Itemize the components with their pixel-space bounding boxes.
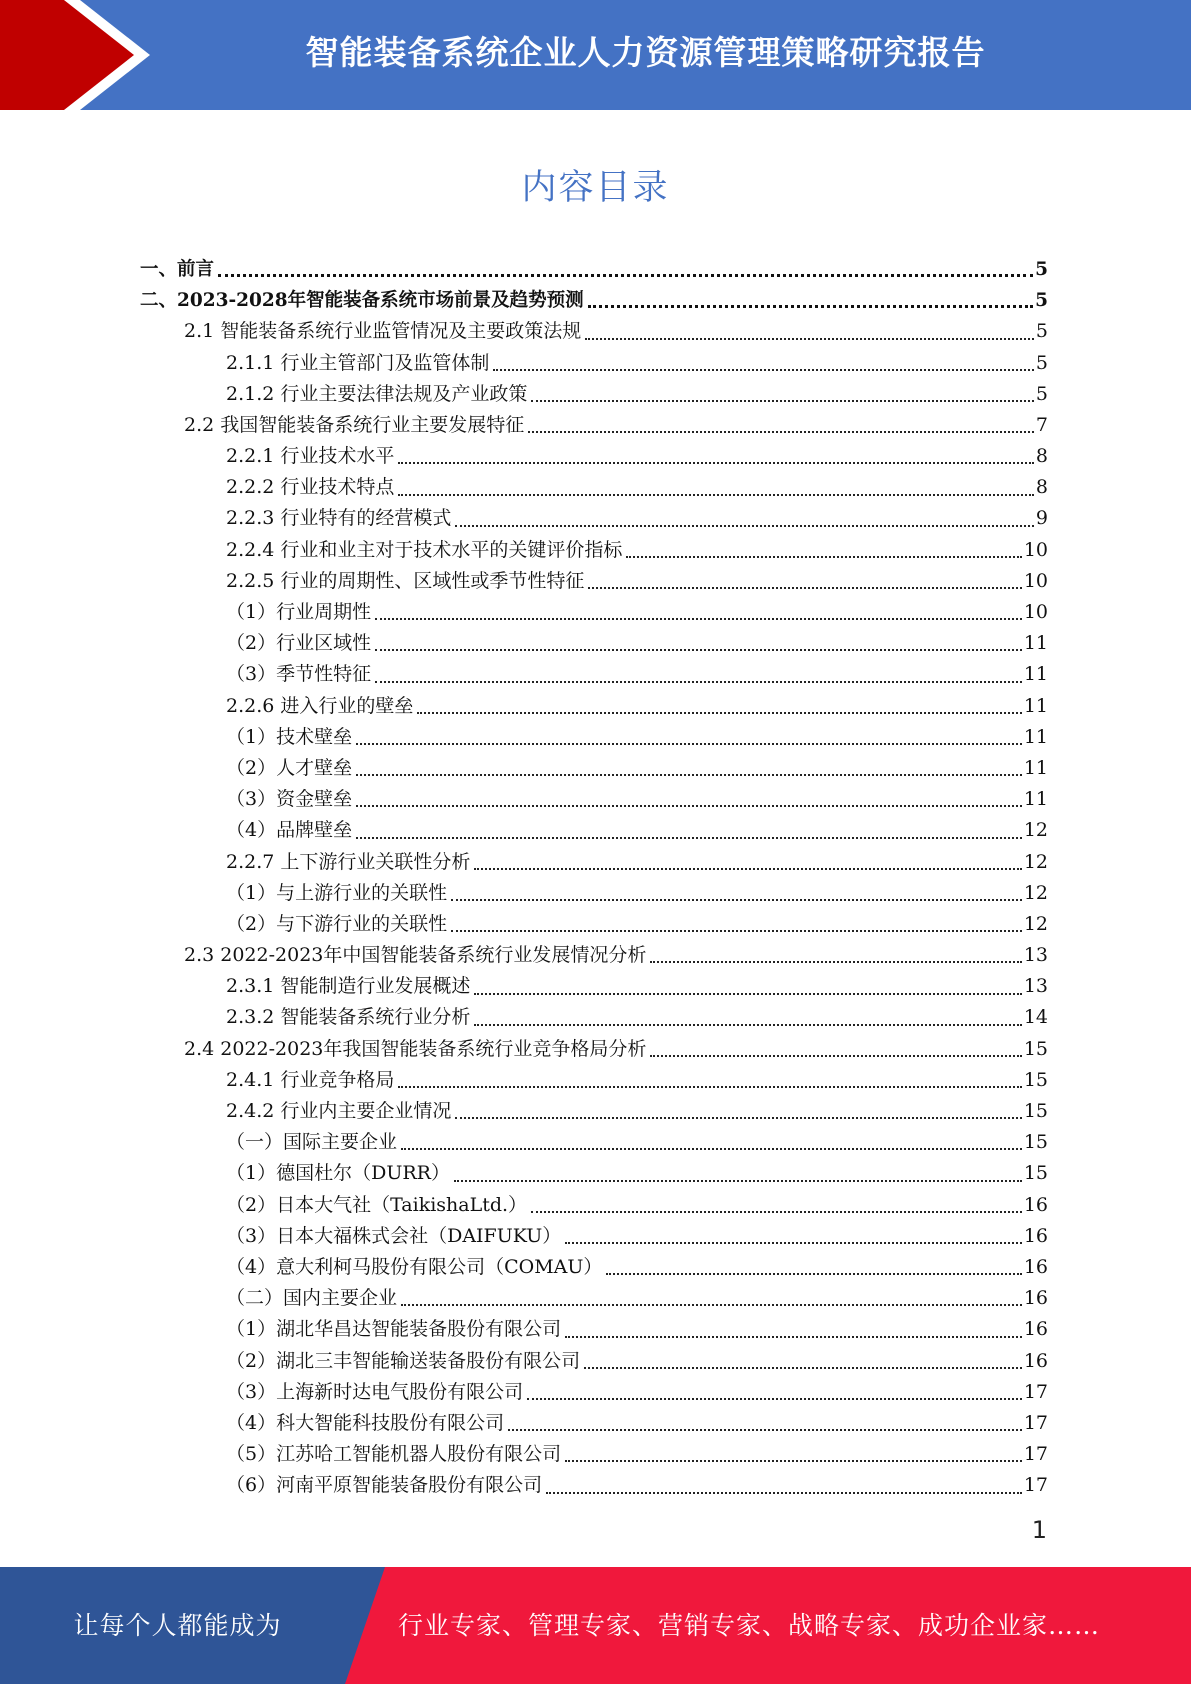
toc-entry[interactable] [140, 1065, 1048, 1096]
toc-entry-label: （二）国内主要企业 [226, 1287, 398, 1310]
toc-entry[interactable] [140, 316, 1048, 347]
toc-entry-page: 16 [1023, 1349, 1048, 1372]
toc-dot-leader [531, 1211, 1022, 1213]
toc-entry[interactable] [140, 1439, 1048, 1470]
footer-slogan-right: 行业专家、管理专家、营销专家、战略专家、成功企业家…… [398, 1611, 1101, 1640]
toc-entry[interactable] [140, 504, 1048, 535]
toc-entry-page: 11 [1023, 632, 1048, 655]
toc-entry[interactable] [140, 753, 1048, 784]
toc-entry-label: 2.4.1 行业竞争格局 [226, 1068, 395, 1091]
toc-dot-leader [493, 369, 1034, 371]
toc-entry-page: 16 [1023, 1255, 1048, 1278]
toc-entry-page: 11 [1023, 663, 1048, 686]
toc-entry-page: 12 [1023, 850, 1048, 873]
toc-entry-page: 15 [1023, 1068, 1048, 1091]
toc-entry[interactable] [140, 1252, 1048, 1283]
toc-dot-leader [451, 930, 1022, 932]
toc-entry[interactable] [140, 878, 1048, 909]
toc-entry-page: 12 [1023, 881, 1048, 904]
toc-entry-page: 5 [1035, 382, 1048, 405]
header-banner [0, 0, 1191, 110]
toc-dot-leader [588, 305, 1033, 308]
toc-entry-label: 2.4.2 行业内主要企业情况 [226, 1100, 452, 1123]
toc-entry-label: 2.2.3 行业特有的经营模式 [226, 507, 452, 530]
toc-entry-label: 2.2.7 上下游行业关联性分析 [226, 850, 471, 873]
toc-entry[interactable] [140, 909, 1048, 940]
toc-entry-page: 15 [1023, 1131, 1048, 1154]
toc-dot-leader [527, 1398, 1022, 1400]
toc-dot-leader [398, 462, 1034, 464]
toc-entry-page: 13 [1023, 975, 1048, 998]
toc-entry-page: 11 [1023, 725, 1048, 748]
toc-entry-label: （4）科大智能科技股份有限公司 [226, 1411, 505, 1434]
toc-entry-page: 10 [1023, 569, 1048, 592]
toc-entry[interactable] [140, 1377, 1048, 1408]
toc-entry[interactable] [140, 1003, 1048, 1034]
toc-dot-leader [455, 1117, 1021, 1119]
toc-entry-page: 14 [1023, 1006, 1048, 1029]
toc-dot-leader [401, 1148, 1022, 1150]
toc-entry[interactable] [140, 441, 1048, 472]
toc-dot-leader [375, 681, 1022, 683]
toc-dot-leader [606, 1273, 1021, 1275]
toc-entry-page: 12 [1023, 819, 1048, 842]
toc-entry-label: （2）与下游行业的关联性 [226, 912, 448, 935]
toc-dot-leader [474, 1024, 1021, 1026]
toc-entry-label: （3）资金壁垒 [226, 788, 353, 811]
toc-entry-page: 11 [1023, 756, 1048, 779]
toc-entry[interactable] [140, 1283, 1048, 1314]
toc-entry[interactable] [140, 847, 1048, 878]
toc-dot-leader [528, 431, 1034, 433]
toc-dot-leader [565, 1460, 1022, 1462]
toc-entry-label: 2.4 2022-2023年我国智能装备系统行业竞争格局分析 [184, 1037, 647, 1060]
toc-entry-page: 7 [1035, 413, 1048, 436]
toc-entry-page: 15 [1023, 1162, 1048, 1185]
toc-entry-label: 二、2023-2028年智能装备系统市场前景及趋势预测 [140, 290, 584, 312]
toc-entry-page: 9 [1035, 507, 1048, 530]
toc-dot-leader [650, 961, 1021, 963]
toc-entry-label: （3）季节性特征 [226, 663, 372, 686]
toc-entry-label: （3）日本大福株式会社（DAIFUKU） [226, 1224, 562, 1247]
toc-dot-leader [356, 743, 1022, 745]
header-chevron-decoration [0, 0, 160, 110]
toc-dot-leader [454, 1180, 1022, 1182]
toc-entry-page: 13 [1023, 944, 1048, 967]
toc-entry-label: （2）湖北三丰智能输送装备股份有限公司 [226, 1349, 581, 1372]
toc-dot-leader [375, 618, 1022, 620]
page-number: 1 [1031, 1516, 1047, 1544]
toc-entry-page: 16 [1023, 1193, 1048, 1216]
toc-entry[interactable] [140, 410, 1048, 441]
toc-entry[interactable] [140, 348, 1048, 379]
toc-entry-page: 8 [1035, 476, 1048, 499]
toc-dot-leader [398, 494, 1034, 496]
toc-entry[interactable] [140, 1408, 1048, 1439]
toc-entry-label: 2.3.2 智能装备系统行业分析 [226, 1006, 471, 1029]
toc-entry-label: 2.3.1 智能制造行业发展概述 [226, 975, 471, 998]
toc-dot-leader [401, 1304, 1022, 1306]
toc-entry-label: （4）意大利柯马股份有限公司（COMAU） [226, 1255, 603, 1278]
toc-entry-page: 11 [1023, 694, 1048, 717]
toc-entry-page: 11 [1023, 788, 1048, 811]
toc-dot-leader [356, 805, 1022, 807]
toc-entry-label: 2.2.1 行业技术水平 [226, 445, 395, 468]
toc-entry-label: （1）湖北华昌达智能装备股份有限公司 [226, 1318, 562, 1341]
toc-entry-label: 2.2.2 行业技术特点 [226, 476, 395, 499]
toc-entry[interactable] [140, 1034, 1048, 1065]
toc-entry[interactable] [140, 1470, 1048, 1501]
toc-dot-leader [650, 1055, 1021, 1057]
toc-entry[interactable] [140, 535, 1048, 566]
toc-entry[interactable] [140, 1314, 1048, 1345]
toc-dot-leader [588, 587, 1021, 589]
toc-entry-label: （2）行业区域性 [226, 632, 372, 655]
toc-entry[interactable] [140, 1127, 1048, 1158]
toc-entry-label: （5）江苏哈工智能机器人股份有限公司 [226, 1443, 562, 1466]
toc-dot-leader [356, 774, 1022, 776]
toc-entry[interactable] [140, 691, 1048, 722]
footer-slogan-left: 让每个人都能成为 [73, 1611, 282, 1640]
toc-entry-label: （1）技术壁垒 [226, 725, 353, 748]
toc-entry[interactable] [140, 784, 1048, 815]
toc-dot-leader [417, 712, 1021, 714]
toc-dot-leader [508, 1429, 1022, 1431]
toc-entry[interactable] [140, 628, 1048, 659]
toc-entry-page: 15 [1023, 1037, 1048, 1060]
toc-entry-label: （6）河南平原智能装备股份有限公司 [226, 1474, 543, 1497]
toc-entry-page: 16 [1023, 1224, 1048, 1247]
toc-entry-page: 10 [1023, 601, 1048, 624]
toc-entry-label: （2）日本大气社（TaikishaLtd.） [226, 1193, 528, 1216]
toc-entry[interactable] [140, 254, 1048, 285]
toc-entry[interactable] [140, 597, 1048, 628]
toc-entry-label: （1）德国杜尔（DURR） [226, 1162, 450, 1185]
toc-entry-label: （3）上海新时达电气股份有限公司 [226, 1380, 524, 1403]
toc-entry-page: 5 [1035, 320, 1048, 343]
toc-dot-leader [356, 837, 1022, 839]
toc-dot-leader [531, 400, 1034, 402]
toc-entry[interactable] [140, 940, 1048, 971]
toc-entry-label: 2.2.5 行业的周期性、区域性或季节性特征 [226, 569, 585, 592]
toc-entry-page: 17 [1023, 1411, 1048, 1434]
toc-entry-page: 8 [1035, 445, 1048, 468]
toc-entry-page: 10 [1023, 538, 1048, 561]
toc-entry-page: 17 [1023, 1443, 1048, 1466]
toc-dot-leader [474, 868, 1021, 870]
toc-dot-leader [565, 1336, 1022, 1338]
toc-entry-label: 2.2.4 行业和业主对于技术水平的关键评价指标 [226, 538, 623, 561]
toc-entry-page: 15 [1023, 1100, 1048, 1123]
report-title: 智能装备系统企业人力资源管理策略研究报告 [305, 33, 986, 72]
toc-entry-page: 16 [1023, 1318, 1048, 1341]
toc-dot-leader [585, 338, 1034, 340]
toc-entry-label: 2.2 我国智能装备系统行业主要发展特征 [184, 413, 525, 436]
toc-entry[interactable] [140, 1096, 1048, 1127]
toc-dot-leader [455, 525, 1034, 527]
toc-entry-page: 17 [1023, 1474, 1048, 1497]
toc-entry-label: （1）行业周期性 [226, 601, 372, 624]
toc-entry-label: （一）国际主要企业 [226, 1131, 398, 1154]
toc-entry[interactable] [140, 566, 1048, 597]
toc-dot-leader [451, 899, 1022, 901]
toc-entry[interactable] [140, 971, 1048, 1002]
toc-entry-label: 一、前言 [140, 258, 215, 280]
toc-entry-page: 5 [1035, 258, 1048, 280]
toc-entry[interactable] [140, 1190, 1048, 1221]
toc-entry-page: 5 [1035, 290, 1048, 312]
toc-entry-label: 2.1.2 行业主要法律法规及产业政策 [226, 382, 528, 405]
toc-dot-leader [584, 1367, 1022, 1369]
toc-entry[interactable] [140, 379, 1048, 410]
toc-entry-label: 2.1 智能装备系统行业监管情况及主要政策法规 [184, 320, 582, 343]
toc-entry-page: 5 [1035, 351, 1048, 374]
toc-entry[interactable] [140, 285, 1048, 316]
toc-dot-leader [398, 1086, 1021, 1088]
toc-dot-leader [375, 649, 1022, 651]
toc-entry-label: 2.2.6 进入行业的壁垒 [226, 694, 414, 717]
table-of-contents [140, 254, 1048, 1502]
toc-entry-page: 12 [1023, 912, 1048, 935]
toc-dot-leader [218, 274, 1033, 277]
toc-dot-leader [626, 556, 1021, 558]
toc-entry[interactable] [140, 1346, 1048, 1377]
toc-entry[interactable] [140, 659, 1048, 690]
footer-banner [0, 1567, 1191, 1684]
toc-dot-leader [474, 993, 1021, 995]
toc-entry-label: 2.3 2022-2023年中国智能装备系统行业发展情况分析 [184, 944, 647, 967]
toc-entry-page: 16 [1023, 1287, 1048, 1310]
toc-dot-leader [565, 1242, 1022, 1244]
toc-entry[interactable] [140, 722, 1048, 753]
toc-entry[interactable] [140, 815, 1048, 846]
toc-entry-label: 2.1.1 行业主管部门及监管体制 [226, 351, 490, 374]
toc-entry[interactable] [140, 1158, 1048, 1189]
toc-title: 内容目录 [521, 168, 670, 208]
toc-dot-leader [546, 1492, 1022, 1494]
toc-entry-label: （1）与上游行业的关联性 [226, 881, 448, 904]
toc-entry-label: （4）品牌壁垒 [226, 819, 353, 842]
toc-entry[interactable] [140, 472, 1048, 503]
toc-entry-label: （2）人才壁垒 [226, 756, 353, 779]
toc-entry-page: 17 [1023, 1380, 1048, 1403]
toc-entry[interactable] [140, 1221, 1048, 1252]
